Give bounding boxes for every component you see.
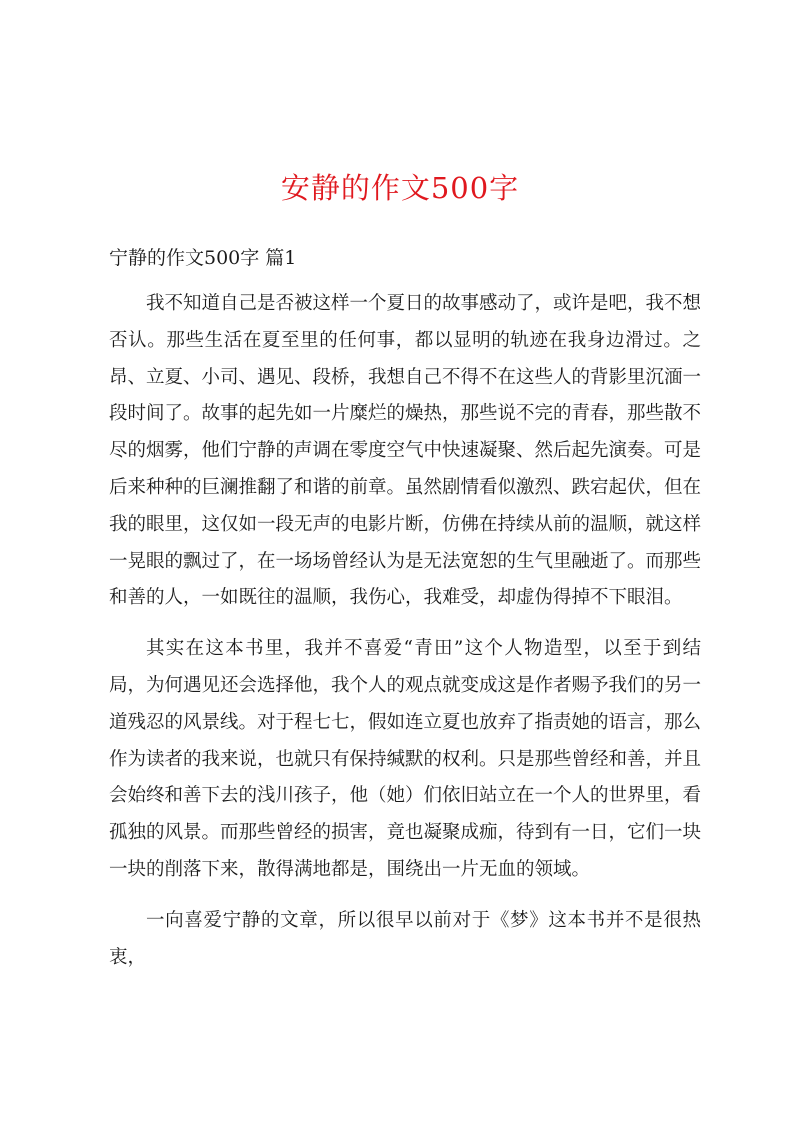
paragraph: 我不知道自己是否被这样一个夏日的故事感动了，或许是吧，我不想否认。那些生活在夏至里的任何事，都以显明的轨迹在我身边滑过。之昂、立夏、小司、遇见、段桥，我想自己不得不在这些人的背影里沉湎一段时间了。故事的起先如一片糜烂的燥热，那些说不完的青春，那些散不尽的烟雾，他们宁静的声调在零度空气中快速凝聚、然后起先演奏。可是后来种种的巨澜推翻了和谐的前章。虽然剧情看似激烈、跌宕起伏，但在我的眼里，这仅如一段无声的电影片断，仿佛在持续从前的温顺，就这样一晃眼的飘过了，在一场场曾经认为是无法宽恕的生气里融逝了。而那些和善的人，一如既往的温顺，我伤心，我难受，却虚伪得掉不下眼泪。	[109, 293, 702, 609]
paragraph: 一向喜爱宁静的文章，所以很早以前对于《梦》这本书并不是很热衷，	[109, 909, 701, 968]
article-body	[109, 286, 701, 990]
section-heading: 宁静的作文500字 篇1	[109, 247, 297, 269]
document-title: 安静的作文500字	[280, 171, 520, 205]
paragraph: 其实在这本书里，我并不喜爱“青田”这个人物造型，以至于到结局，为何遇见还会选择他，我个人的观点就变成这是作者赐予我们的另一道残忍的风景线。对于程七七，假如连立夏也放弃了指责她的语言，那么作为读者的我来说，也就只有保持缄默的权利。只是那些曾经和善，并且会始终和善下去的浅川孩子，他（她）们依旧站立在一个人的世界里，看孤独的风景。而那些曾经的损害，竟也凝聚成痂，待到有一日，它们一块一块的削落下来，散得满地都是，围绕出一片无血的领域。	[109, 638, 702, 880]
